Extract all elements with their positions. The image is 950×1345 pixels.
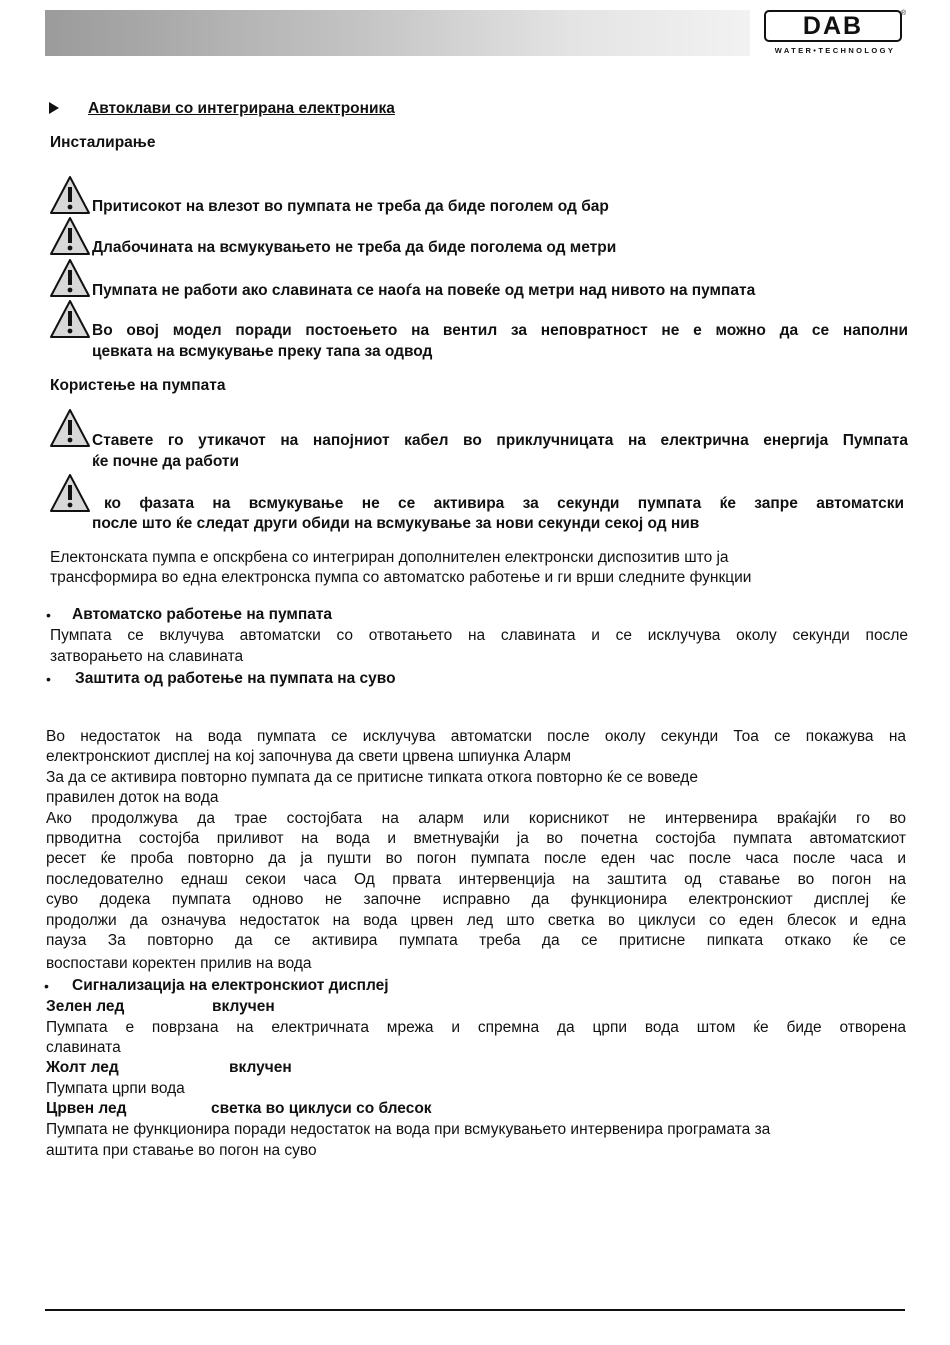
warning-icon	[49, 216, 91, 256]
dry-line-2: електронскиот дисплеј на кој започнува да свети црвена шпиунка Аларм	[46, 748, 572, 765]
usage-warning-2-cont: после што ќе следат други обиди на всмукување за нови секунди секој од нив	[92, 515, 700, 532]
auto-operation-line-1: Пумпата се вклучува автоматски со отвотањето на славината и се исклучува околу секунди после	[50, 627, 908, 644]
green-led-line-1: Пумпата е поврзана на електричната мрежа и спремна да црпи вода штом ќе биде отворена	[46, 1019, 906, 1036]
logo-text: DAB	[764, 10, 902, 42]
dry-line-10: продолжи да означува недостаток на вода црвен лед што светка во циклуси со еден блесок и една	[46, 912, 906, 929]
dry-line-9: суво додека пумпата одново не започне исправно да функционира електронскиот дисплеј ќе	[46, 891, 906, 908]
section-title: Автоклави со интегрирана електроника	[88, 100, 395, 117]
intro-line-1: Електонската пумпа е опскрбена со интегриран дополнителен електронски диспозитив што ја	[50, 549, 729, 566]
warning-icon	[49, 258, 91, 298]
dry-line-3: За да се активира повторно пумпата да се притисне типката откога повторно ќе се воведе	[46, 769, 698, 786]
dry-line-8: последователно еднаш секои часа Од првата интервенција на заштита од ставање во погон на	[46, 871, 906, 888]
usage-warning-1: Ставете го утикачот на напојниот кабел во приклучницата на електрична енергија Пумпата	[92, 432, 908, 449]
usage-heading: Користење на пумпата	[50, 377, 226, 394]
dry-line-11: пауза За повторно да се активира пумпата треба да се притисне пипката откако ќе се	[46, 932, 906, 949]
dry-line-1: Во недостаток на вода пумпата се исклучува автоматски после околу секунди Тоа се покажува на	[46, 728, 906, 745]
logo-tagline: WATER•TECHNOLOGY	[774, 46, 896, 55]
footer-divider	[45, 1309, 905, 1311]
installation-heading: Инсталирање	[50, 134, 156, 151]
dry-line-5: Ако продолжува да трае состојбата на аларм или корисникот не интервенира враќајќи го во	[46, 810, 906, 827]
dab-logo	[764, 10, 906, 58]
bullet-icon: •	[46, 671, 51, 687]
header-bar	[45, 10, 750, 56]
warning-icon	[49, 175, 91, 215]
green-led-line-2: славината	[46, 1039, 121, 1056]
bullet-icon: •	[46, 607, 51, 623]
green-led-label: Зелен лед	[46, 998, 125, 1015]
red-led-line-1: Пумпата не функционира поради недостаток на вода при всмукувањето интервенира програмата за	[46, 1121, 771, 1138]
install-warning-1: Притисокот на влезот во пумпата не треба да биде поголем од бар	[92, 198, 609, 215]
yellow-led-state: вклучен	[229, 1059, 292, 1076]
install-warning-2: Длабочината на всмукувањето не треба да биде поголема од метри	[92, 239, 617, 256]
auto-operation-heading: Автоматско работење на пумпата	[72, 606, 333, 623]
yellow-led-line: Пумпата црпи вода	[46, 1080, 185, 1097]
red-led-label: Црвен лед	[46, 1100, 127, 1117]
registered-mark: ®	[900, 10, 906, 17]
usage-warning-1-cont: ќе почне да работи	[92, 453, 240, 470]
arrow-bullet-icon	[49, 102, 59, 114]
install-warning-4: Во овој модел поради постоењето на вентил за неповратност не е можно да се наполни	[92, 322, 908, 339]
dry-line-4: правилен доток на вода	[46, 789, 219, 806]
dry-line-7: ресет ќе проба повторно да ја пушти во погон пумпата после еден час после часа после часа и	[46, 850, 906, 867]
warning-icon	[49, 473, 91, 513]
dry-protection-heading: Заштита од работење на пумпата на суво	[75, 670, 396, 687]
intro-line-2: трансформира во една електронска пумпа со автоматско работење и ги врши следните функции	[50, 569, 752, 586]
dry-line-6: прводитна состојба приливот на вода и вметнувајќи ја во почетна состојба пумпата автоматскиот	[46, 830, 906, 847]
green-led-state: вклучен	[212, 998, 275, 1015]
bullet-icon: •	[44, 978, 49, 994]
red-led-line-2: аштита при ставање во погон на суво	[46, 1142, 317, 1159]
install-warning-4-cont: цевката на всмукување преку тапа за одвод	[92, 343, 433, 360]
warning-icon	[49, 408, 91, 448]
auto-operation-line-2: затворањето на славината	[50, 648, 244, 665]
signaling-heading: Сигнализација на електронскиот дисплеј	[72, 977, 389, 994]
dry-line-12: воспостави коректен прилив на вода	[46, 955, 312, 972]
red-led-state: светка во циклуси со блесок	[211, 1100, 432, 1117]
install-warning-3: Пумпата не работи ако славината се наоѓа на повеќе од метри над нивото на пумпата	[92, 282, 756, 299]
usage-warning-2: ко фазата на всмукување не се активира за секунди пумпата ќе запре автоматски	[104, 495, 904, 512]
warning-icon	[49, 299, 91, 339]
yellow-led-label: Жолт лед	[46, 1059, 119, 1076]
